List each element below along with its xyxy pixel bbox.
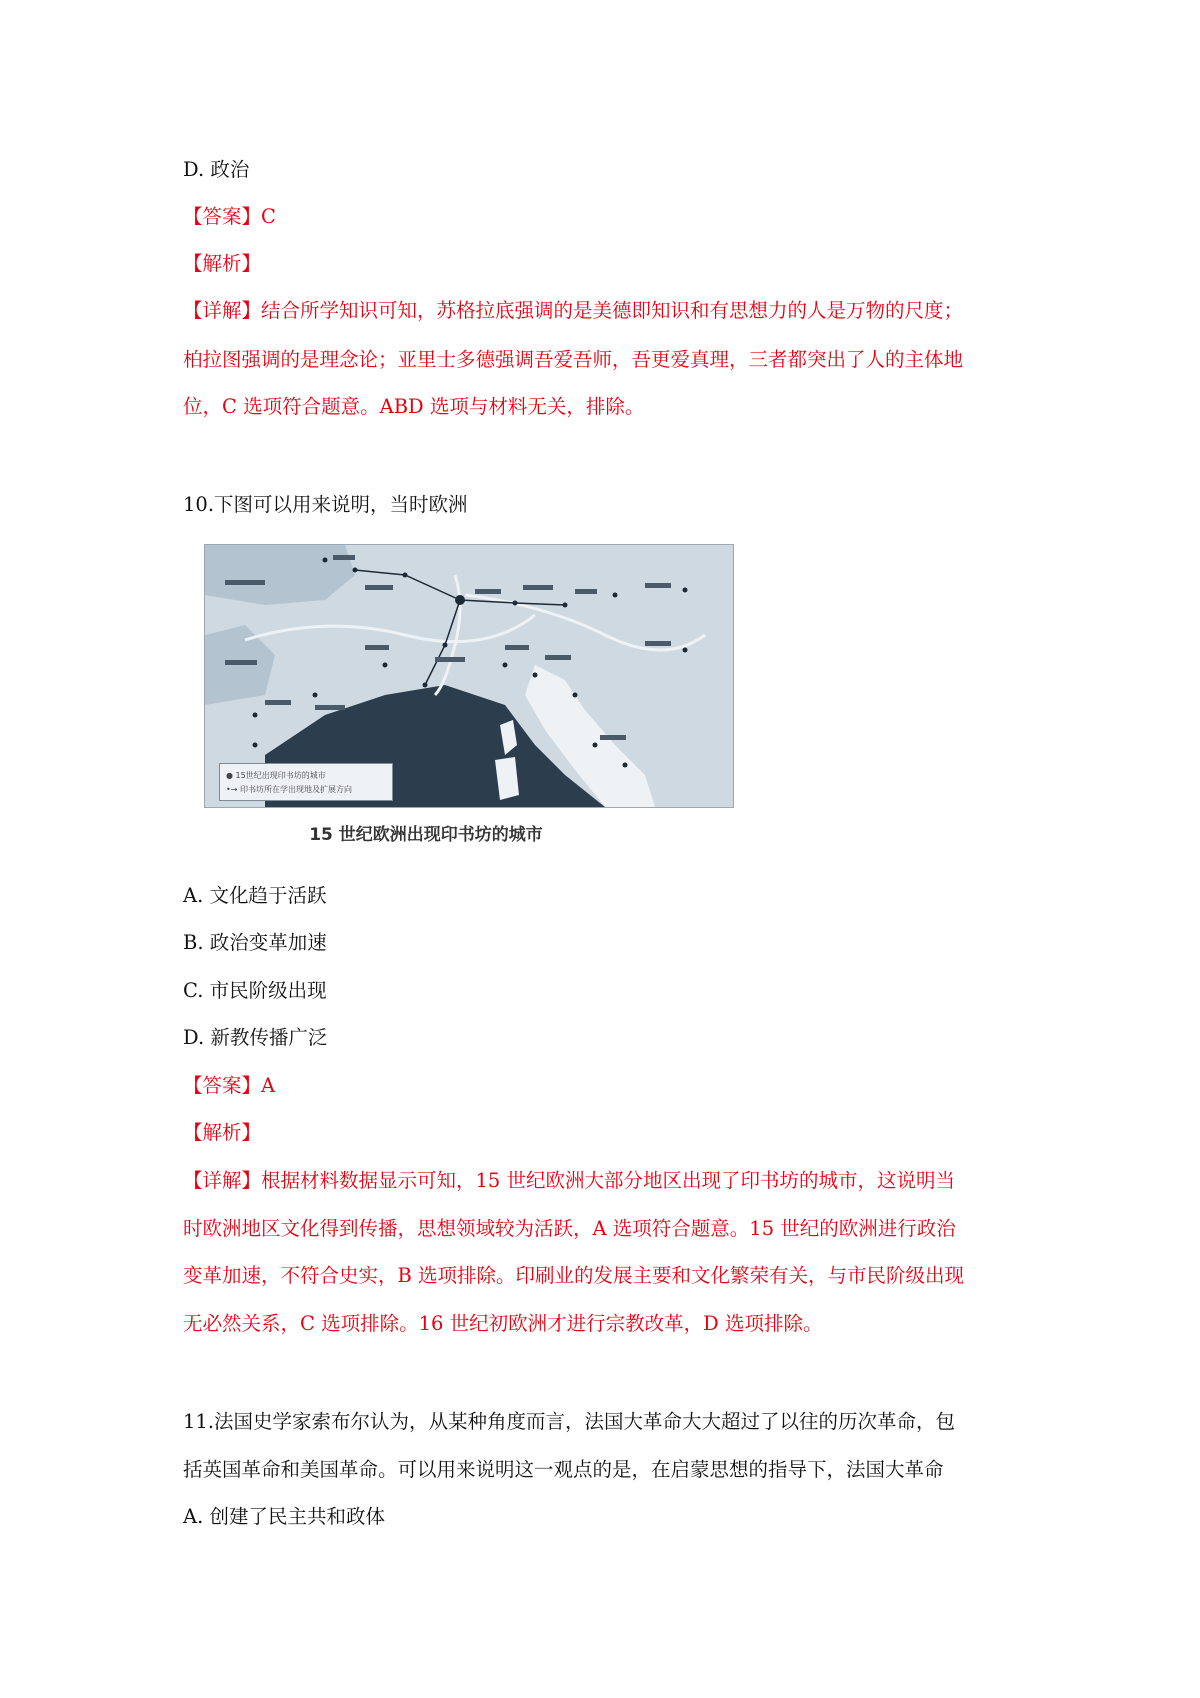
q10-detail-line-3: 变革加速，不符合史实，B 选项排除。印刷业的发展主要和文化繁荣有关，与市民阶级出现 — [183, 1264, 965, 1287]
printing-cities-map-figure — [196, 538, 736, 850]
q11-stem-line-1: 11.法国史学家索布尔认为，从某种角度而言，法国大革命大大超过了以往的历次革命，包 — [183, 1410, 956, 1433]
figure-caption: 15 世纪欧洲出现印书坊的城市 — [309, 825, 543, 845]
q11-option-a: A. 创建了民主共和政体 — [183, 1505, 385, 1528]
q10-detail-line-4: 无必然关系，C 选项排除。16 世纪初欧洲才进行宗教改革，D 选项排除。 — [183, 1312, 823, 1335]
legend-item-spread — [226, 784, 352, 795]
legend-item-cities — [226, 770, 326, 781]
legend-arrow-icon: •→ — [226, 785, 238, 794]
q10-detail-line-1: 【详解】根据材料数据显示可知，15 世纪欧洲大部分地区出现了印书坊的城市，这说明当 — [183, 1169, 956, 1192]
q10-option-b: B. 政治变革加速 — [183, 931, 327, 954]
q10-option-c: C. 市民阶级出现 — [183, 979, 327, 1002]
q10-option-a: A. 文化趋于活跃 — [183, 884, 327, 907]
q9-detail-line-2: 柏拉图强调的是理念论；亚里士多德强调吾爱吾师，吾更爱真理，三者都突出了人的主体地 — [183, 348, 964, 371]
legend-cities-label: 15世纪出现印书坊的城市 — [235, 771, 326, 780]
q10-analysis-label: 【解析】 — [183, 1121, 262, 1144]
legend-dot-icon: ● — [226, 771, 233, 780]
q9-analysis-label: 【解析】 — [183, 252, 262, 275]
map-legend — [219, 763, 393, 801]
q9-detail-line-1: 【详解】结合所学知识可知，苏格拉底强调的是美德即知识和有思想力的人是万物的尺度； — [183, 299, 964, 322]
europe-map — [204, 544, 734, 808]
q10-detail-line-2: 时欧洲地区文化得到传播，思想领域较为活跃，A 选项符合题意。15 世纪的欧洲进行政治 — [183, 1217, 956, 1240]
q10-answer: 【答案】A — [183, 1074, 276, 1097]
q9-detail-line-3: 位，C 选项符合题意。ABD 选项与材料无关，排除。 — [183, 395, 645, 418]
q10-stem: 10.下图可以用来说明，当时欧洲 — [183, 493, 468, 516]
legend-spread-label: 印书坊所在学出现地及扩展方向 — [239, 785, 352, 794]
q11-stem-line-2: 括英国革命和美国革命。可以用来说明这一观点的是，在启蒙思想的指导下，法国大革命 — [183, 1458, 944, 1481]
q9-answer: 【答案】C — [183, 205, 276, 228]
q9-option-d: D. 政治 — [183, 158, 250, 181]
q10-option-d: D. 新教传播广泛 — [183, 1026, 328, 1049]
